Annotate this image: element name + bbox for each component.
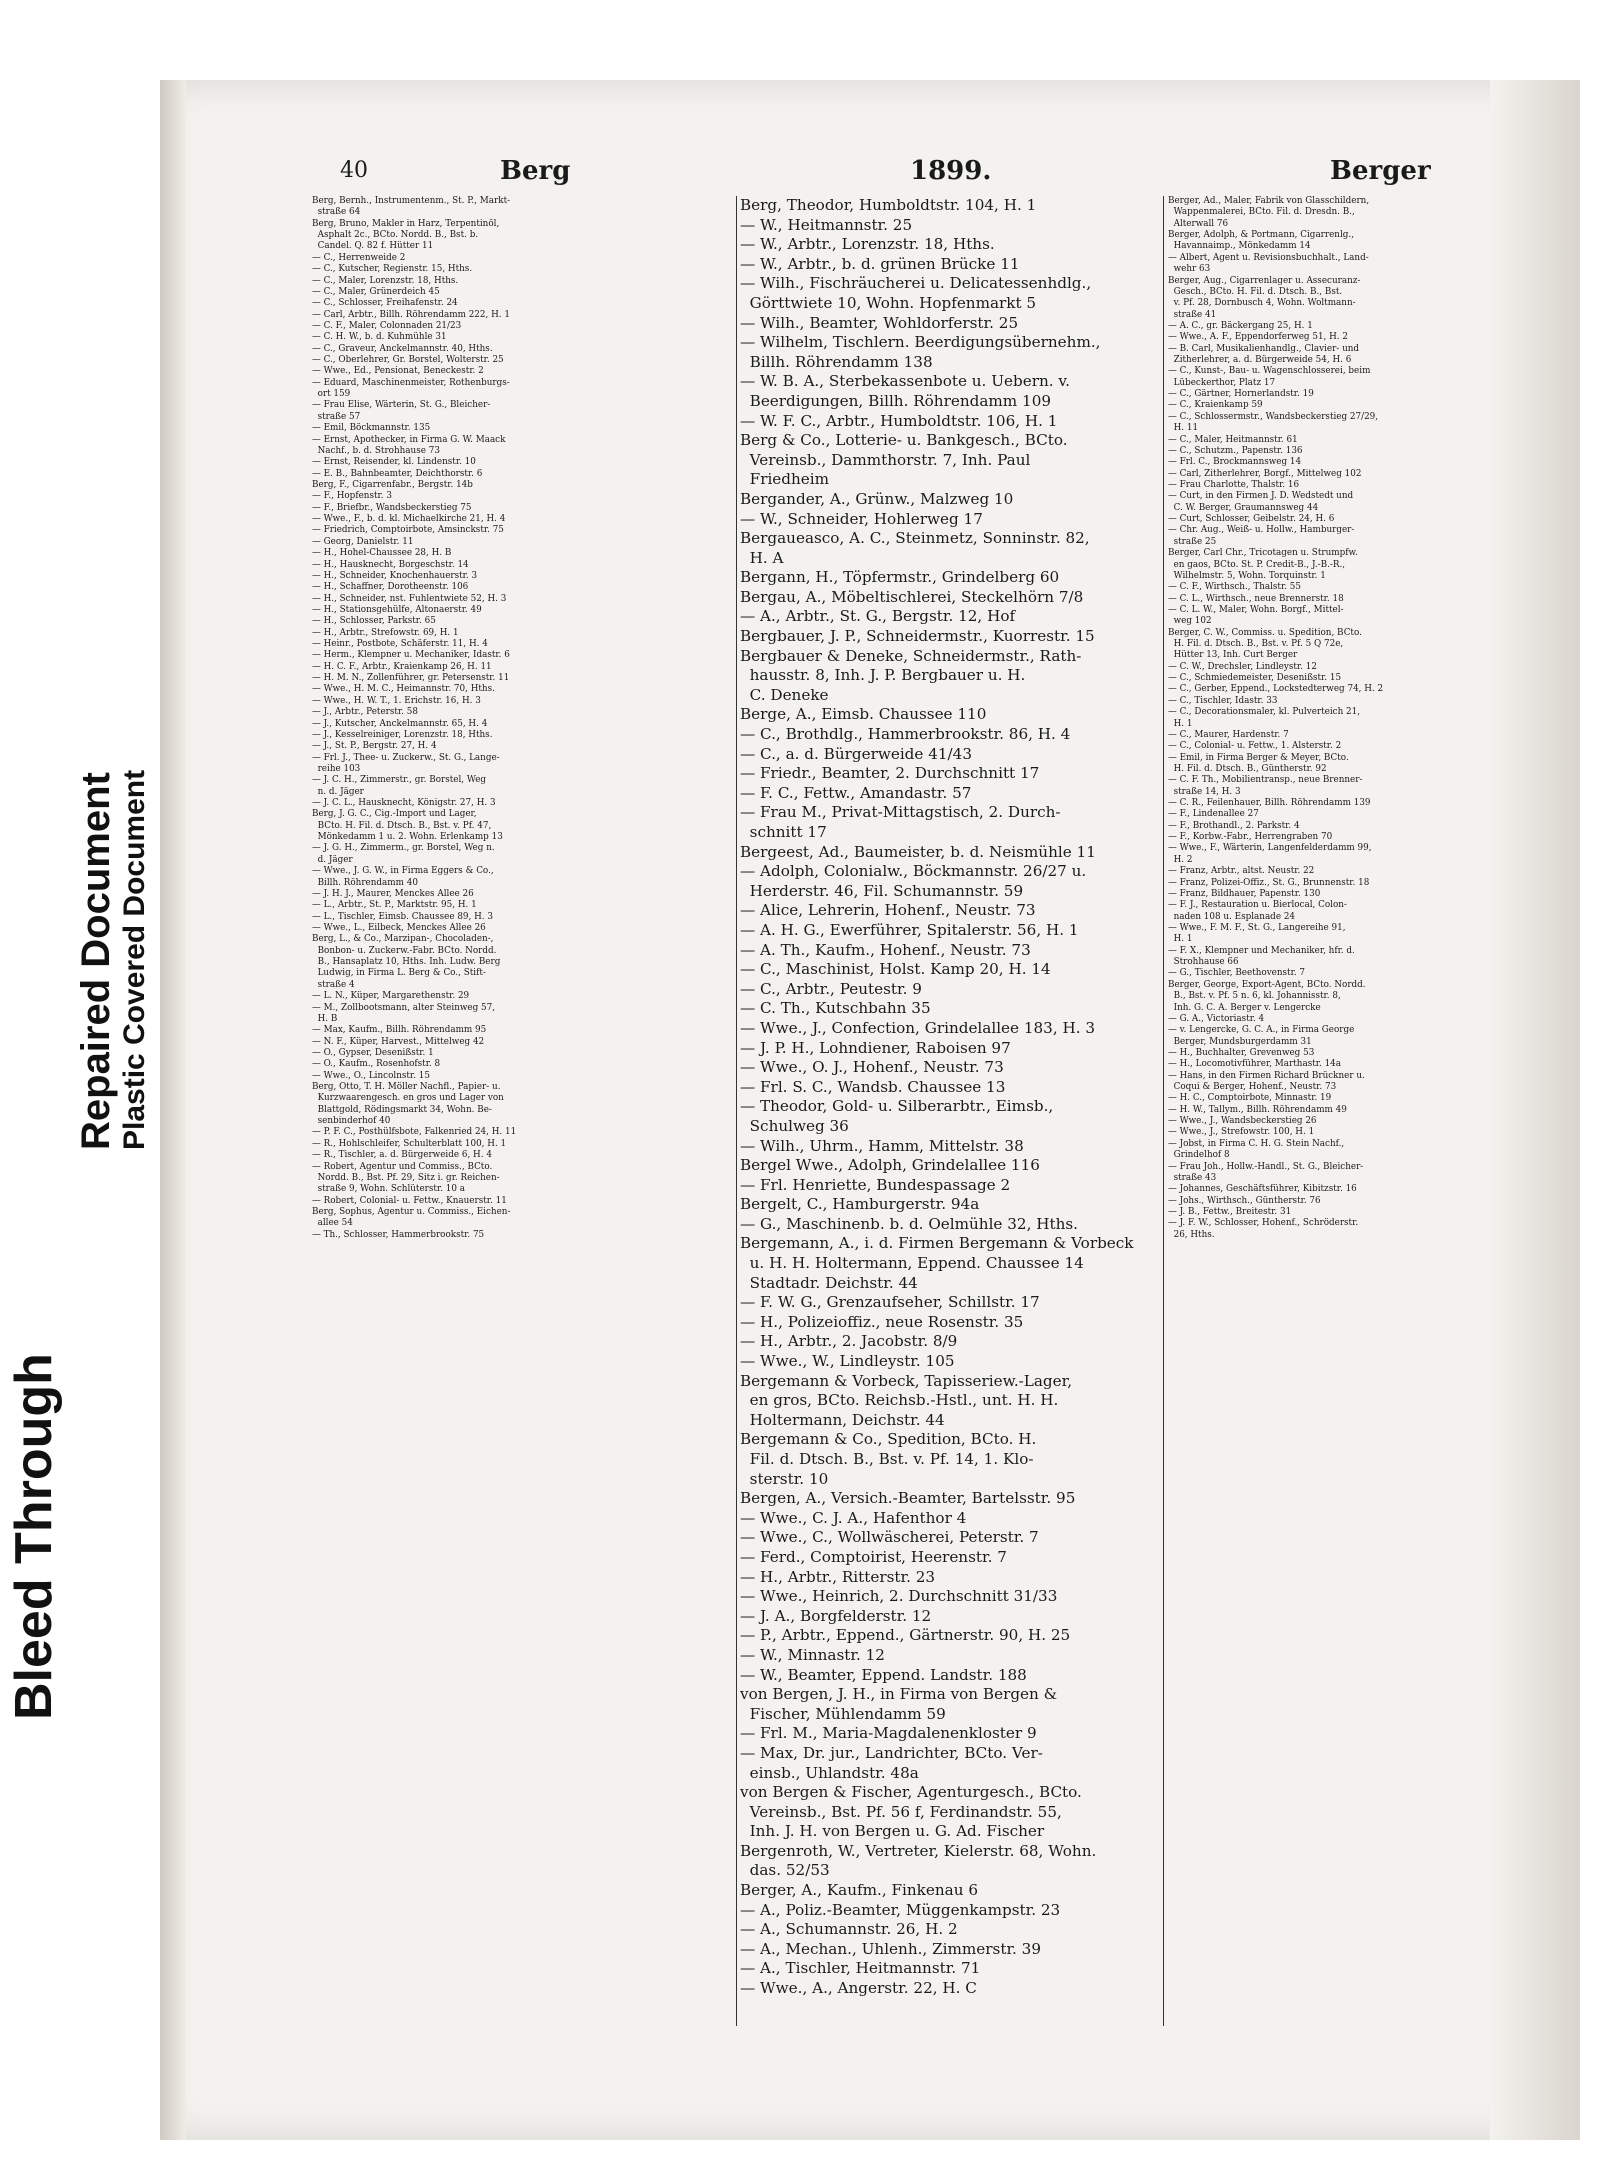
column-rule-2 <box>1163 196 1164 2026</box>
directory-column-2: Berg, Theodor, Humboldtstr. 104, H. 1 — W., Heitmannstr. 25 — W., Arbtr., Lorenzstr. 18, Hths. — W., Arbtr., b. d. grünen Brücke 11 — Wilh., Fischräucherei u. Delicatessenhdlg., Görttwiete 10, Wohn. Hopfenmarkt 5 — Wilh., Beamter, Wohldorferstr. 25 — Wilhelm, Tischlern. Beerdigungsübernehm., Billh. Röhrendamm 138 — W. B. A., Sterbekassenbote u. Uebern. v. Beerdigungen, Billh. Röhrendamm 109 — W. F. C., Arbtr., Humboldtstr. 106, H. 1 Berg & Co., Lotterie- u. Bankgesch., BCto. Vereinsb., Dammthorstr. 7, Inh. Paul Friedheim Bergander, A., Grünw., Malzweg 10 — W., Schneider, Hohlerweg 17 Bergaueasco, A. C., Steinmetz, Sonninstr. 82, H. A Bergann, H., Töpfermstr., Grindelberg 60 Bergau, A., Möbeltischlerei, Steckelhörn 7/8 — A., Arbtr., St. G., Bergstr. 12, Hof Bergbauer, J. P., Schneidermstr., Kuorrestr. 15 Bergbauer & Deneke, Schneidermstr., Rath- hausstr. 8, Inh. J. P. Bergbauer u. H. C. Deneke Berge, A., Eimsb. Chaussee 110 — C., Brothdlg., Hammerbrookstr. 86, H. 4 — C., a. d. Bürgerweide 41/43 — Friedr., Beamter, 2. Durchschnitt 17 — F. C., Fettw., Amandastr. 57 — Frau M., Privat-Mittagstisch, 2. Durch- schnitt 17 Bergeest, Ad., Baumeister, b. d. Neismühle 11 — Adolph, Colonialw., Böckmannstr. 26/27 u. Herderstr. 46, Fil. Schumannstr. 59 — Alice, Lehrerin, Hohenf., Neustr. 73 — A. H. G., Ewerführer, Spitalerstr. 56, H. 1 — A. Th., Kaufm., Hohenf., Neustr. 73 — C., Maschinist, Holst. Kamp 20, H. 14 — C., Arbtr., Peutestr. 9 — C. Th., Kutschbahn 35 — Wwe., J., Confection, Grindelallee 183, H. 3 — J. P. H., Lohndiener, Raboisen 97 — Wwe., O. J., Hohenf., Neustr. 73 — Frl. S. C., Wandsb. Chaussee 13 — Theodor, Gold- u. Silberarbtr., Eimsb., Schulweg 36 — Wilh., Uhrm., Hamm, Mittelstr. 38 Bergel Wwe., Adolph, Grindelallee 116 — Frl. Henriette, Bundespassage 2 Bergelt, C., Hamburgerstr. 94a — G., Maschinenb. b. d. Oelmühle 32, Hths. Bergemann, A., i. d. Firmen Bergemann & Vorbeck u. H. H. Holtermann, Eppend. Chaussee 14 Stadtadr. Deichstr. 44 — F. W. G., Grenzaufseher, Schillstr. 17 — H., Polizeioffiz., neue Rosenstr. 35 — H., Arbtr., 2. Jacobstr. 8/9 — Wwe., W., Lindleystr. 105 Bergemann & Vorbeck, Tapisseriew.-Lager, en gros, BCto. Reichsb.-Hstl., unt. H. H. Holtermann, Deichstr. 44 Bergemann & Co., Spedition, BCto. H. Fil. d. Dtsch. B., Bst. v. Pf. 14, 1. Klo- sterstr. 10 Bergen, A., Versich.-Beamter, Bartelsstr. 95 — Wwe., C. J. A., Hafenthor 4 — Wwe., C., Wollwäscherei, Peterstr. 7 — Ferd., Comptoirist, Heerenstr. 7 — H., Arbtr., Ritterstr. 23 — Wwe., Heinrich, 2. Durchschnitt 31/33 — J. A., Borgfelderstr. 12 — P., Arbtr., Eppend., Gärtnerstr. 90, H. 25 — W., Minnastr. 12 — W., Beamter, Eppend. Landstr. 188 von Bergen, J. H., in Firma von Bergen & Fischer, Mühlendamm 59 — Frl. M., Maria-Magdalenenkloster 9 — Max, Dr. jur., Landrichter, BCto. Ver- einsb., Uhlandstr. 48a von Bergen & Fischer, Agenturgesch., BCto. Vereinsb., Bst. Pf. 56 f, Ferdinandstr. 55, Inh. J. H. von Bergen u. G. Ad. Fischer Bergenroth, W., Vertreter, Kielerstr. 68, Wohn. das. 52/53 Berger, A., Kaufm., Finkenau 6 — A., Poliz.-Beamter, Müggenkampstr. 23 — A., Schumannstr. 26, H. 2 — A., Mechan., Uhlenh., Zimmerstr. 39 — A., Tischler, Heitmannstr. 71 — Wwe., A., Angerstr. 22, H. C <box>740 196 1134 1998</box>
side-banner <box>0 0 150 2177</box>
page-number: 40 <box>340 158 368 183</box>
banner-plastic-covered: Plastic Covered Document <box>118 769 151 1150</box>
directory-column-1: Berg, Bernh., Instrumentenm., St. P., Markt- straße 64 Berg, Bruno, Makler in Harz, Terpentinöl, Asphalt 2c., BCto. Nordd. B., Bst. b. Candel. Q. 82 f. Hütter 11 — C., Herrenweide 2 — C., Kutscher, Regienstr. 15, Hths. — C., Maler, Lorenzstr. 18, Hths. — C., Maler, Grünerdeich 45 — C., Schlosser, Freihafenstr. 24 — Carl, Arbtr., Billh. Röhrendamm 222, H. 1 — C. F., Maler, Colonnaden 21/23 — C. H. W., b. d. Kuhmühle 31 — C., Graveur, Anckelmannstr. 40, Hths. — C., Oberlehrer, Gr. Borstel, Wolterstr. 25 — Wwe., Ed., Pensionat, Beneckestr. 2 — Eduard, Maschinenmeister, Rothenburgs- ort 159 — Frau Elise, Wärterin, St. G., Bleicher- straße 57 — Emil, Böckmannstr. 135 — Ernst, Apothecker, in Firma G. W. Maack Nachf., b. d. Strohhause 73 — Ernst, Reisender, kl. Lindenstr. 10 — E. B., Bahnbeamter, Deichthorstr. 6 Berg, F., Cigarrenfabr., Bergstr. 14b — F., Hopfenstr. 3 — F., Briefbr., Wandsbeckerstieg 75 — Wwe., F., b. d. kl. Michaelkirche 21, H. 4 — Friedrich, Comptoirbote, Amsinckstr. 75 — Georg, Danielstr. 11 — H., Hohel-Chaussee 28, H. B — H., Hausknecht, Borgeschstr. 14 — H., Schneider, Knochenhauerstr. 3 — H., Schaffner, Dorotheenstr. 106 — H., Schneider, nst. Fuhlentwiete 52, H. 3 — H., Stationsgehülfe, Altonaerstr. 49 — H., Schlosser, Parkstr. 65 — H., Arbtr., Strefowstr. 69, H. 1 — Heinr., Postbote, Schäferstr. 11, H. 4 — Herm., Klempner u. Mechaniker, Idastr. 6 — H. C. F., Arbtr., Kraienkamp 26, H. 11 — H. M. N., Zollenführer, gr. Petersenstr. 11 — Wwe., H. M. C., Heimannstr. 70, Hths. — Wwe., H. W. T., 1. Erichstr. 16, H. 3 — J., Arbtr., Peterstr. 58 — J., Kutscher, Anckelmannstr. 65, H. 4 — J., Kesselreiniger, Lorenzstr. 18, Hths. — J., St. P., Bergstr. 27, H. 4 — Frl. J., Thee- u. Zuckerw., St. G., Lange- reihe 103 — J. C. H., Zimmerstr., gr. Borstel, Weg n. d. Jäger — J. C. L., Hausknecht, Königstr. 27, H. 3 Berg, J. G. C., Cig.-Import und Lager, BCto. H. Fil. d. Dtsch. B., Bst. v. Pf. 47, Mönkedamm 1 u. 2. Wohn. Erlenkamp 13 — J. G. H., Zimmerm., gr. Borstel, Weg n. d. Jäger — Wwe., J. G. W., in Firma Eggers & Co., Billh. Röhrendamm 40 — J. H. J., Maurer, Menckes Allee 26 — L., Arbtr., St. P., Marktstr. 95, H. 1 — L., Tischler, Eimsb. Chaussee 89, H. 3 — Wwe., L., Eilbeck, Menckes Allee 26 Berg, L., & Co., Marzipan-, Chocoladen-, Bonbon- u. Zuckerw.-Fabr. BCto. Nordd. B., Hansaplatz 10, Hths. Inh. Ludw. Berg Ludwig, in Firma L. Berg & Co., Stift- straße 4 — L. N., Küper, Margarethenstr. 29 — M., Zollbootsmann, alter Steinweg 57, H. B — Max, Kaufm., Billh. Röhrendamm 95 — N. F., Küper, Harvest., Mittelweg 42 — O., Gypser, Desenißstr. 1 — O., Kaufm., Rosenhofstr. 8 — Wwe., O., Lincolnstr. 15 Berg, Otto, T. H. Möller Nachfl., Papier- u. Kurzwaarengesch. en gros und Lager von Blattgold, Rödingsmarkt 34, Wohn. Be- senbinderhof 40 — P. F. C., Posthülfsbote, Falkenried 24, H. 11 — R., Hohlschleifer, Schulterblatt 100, H. 1 — R., Tischler, a. d. Bürgerweide 6, H. 4 — Robert, Agentur und Commiss., BCto. Nordd. B., Bst. Pf. 29, Sitz i. gr. Reichen- straße 9, Wohn. Schlüterstr. 10 a — Robert, Colonial- u. Fettw., Knauerstr. 11 Berg, Sophus, Agentur u. Commiss., Eichen- allee 54 — Th., Schlosser, Hammerbrookstr. 75 <box>312 196 517 1240</box>
header-right: Berger <box>1330 156 1431 186</box>
page-binding-shadow <box>160 80 186 2140</box>
banner-bleed-through: Bleed Through <box>5 1353 63 1720</box>
column-rule-1 <box>736 196 737 2026</box>
header-left: Berg <box>500 156 571 186</box>
directory-column-3: Berger, Ad., Maler, Fabrik von Glasschildern, Wappenmalerei, BCto. Fil. d. Dresdn. B., Alterwall 76 Berger, Adolph, & Portmann, Cigarrenlg., Havannaimp., Mönkedamm 14 — Albert, Agent u. Revisionsbuchhalt., Land- wehr 63 Berger, Aug., Cigarrenlager u. Assecuranz- Gesch., BCto. H. Fil. d. Dtsch. B., Bst. v. Pf. 28, Dornbusch 4, Wohn. Woltmann- straße 41 — A. C., gr. Bäckergang 25, H. 1 — Wwe., A. F., Eppendorferweg 51, H. 2 — B. Carl, Musikalienhandlg., Clavier- und Zitherlehrer, a. d. Bürgerweide 54, H. 6 — C., Kunst-, Bau- u. Wagenschlosserei, beim Lübeckerthor, Platz 17 — C., Gärtner, Hornerlandstr. 19 — C., Kraienkamp 59 — C., Schlossermstr., Wandsbeckerstieg 27/29, H. 11 — C., Maler, Heitmannstr. 61 — C., Schutzm., Papenstr. 136 — Frl. C., Brockmannsweg 14 — Carl, Zitherlehrer, Borgf., Mittelweg 102 — Frau Charlotte, Thalstr. 16 — Curt, in den Firmen J. D. Wedstedt und C. W. Berger, Graumannsweg 44 — Curt, Schlosser, Geibelstr. 24, H. 6 — Chr. Aug., Weiß- u. Hollw., Hamburger- straße 25 Berger, Carl Chr., Tricotagen u. Strumpfw. en gaos, BCto. St. P. Credit-B., J.-B.-R., Wilhelmstr. 5, Wohn. Torquinstr. 1 — C. F., Wirthsch., Thalstr. 55 — C. L., Wirthsch., neue Brennerstr. 18 — C. L. W., Maler, Wohn. Borgf., Mittel- weg 102 Berger, C. W., Commiss. u. Spedition, BCto. H. Fil. d. Dtsch. B., Bst. v. Pf. 5 Q 72e, Hütter 13, Inh. Curt Berger — C. W., Drechsler, Lindleystr. 12 — C., Schmiedemeister, Desenißstr. 15 — C., Gerber, Eppend., Lockstedterweg 74, H. 2 — C., Tischler, Idastr. 33 — C., Decorationsmaler, kl. Pulverteich 21, H. 1 — C., Maurer, Hardenstr. 7 — C., Colonial- u. Fettw., 1. Alsterstr. 2 — Emil, in Firma Berger & Meyer, BCto. H. Fil. d. Dtsch. B., Güntherstr. 92 — C. F. Th., Mobilientransp., neue Brenner- straße 14, H. 3 — C. R., Feilenhauer, Billh. Röhrendamm 139 — F., Lindenallee 27 — F., Brothandl., 2. Parkstr. 4 — F., Korbw.-Fabr., Herrengraben 70 — Wwe., F., Wärterin, Langenfelderdamm 99, H. 2 — Franz, Arbtr., altst. Neustr. 22 — Franz, Polizei-Offiz., St. G., Brunnenstr. 18 — Franz, Bildhauer, Papenstr. 130 — F. J., Restauration u. Bierlocal, Colon- naden 108 u. Esplanade 24 — Wwe., F. M. F., St. G., Langereihe 91, H. 1 — F. X., Klempner und Mechaniker, hfr. d. Strohhause 66 — G., Tischler, Beethovenstr. 7 Berger, George, Export-Agent, BCto. Nordd. B., Bst. v. Pf. 5 n. 6, kl. Johannisstr. 8, Inh. G. C. A. Berger v. Lengercke — G. A., Victoriastr. 4 — v. Lengercke, G. C. A., in Firma George Berger, Mundsburgerdamm 31 — H., Buchhalter, Grevenweg 53 — H., Locomotivführer, Marthastr. 14a — Hans, in den Firmen Richard Brückner u. Coqui & Berger, Hohenf., Neustr. 73 — H. C., Comptoirbote, Minnastr. 19 — H. W., Tallym., Billh. Röhrendamm 49 — Wwe., J., Wandsbeckerstieg 26 — Wwe., J., Strefowstr. 100, H. 1 — Jobst, in Firma C. H. G. Stein Nachf., Grindelhof 8 — Frau Joh., Hollw.-Handl., St. G., Bleicher- straße 43 — Johannes, Geschäftsführer, Kibitzstr. 16 — Johs., Wirthsch., Güntherstr. 76 — J. B., Fettw., Breitestr. 31 — J. F. W., Schlosser, Hohenf., Schröderstr. 26, Hths. <box>1168 196 1384 1240</box>
header-center: 1899. <box>910 156 992 186</box>
banner-repaired-document: Repaired Document <box>74 772 118 1150</box>
